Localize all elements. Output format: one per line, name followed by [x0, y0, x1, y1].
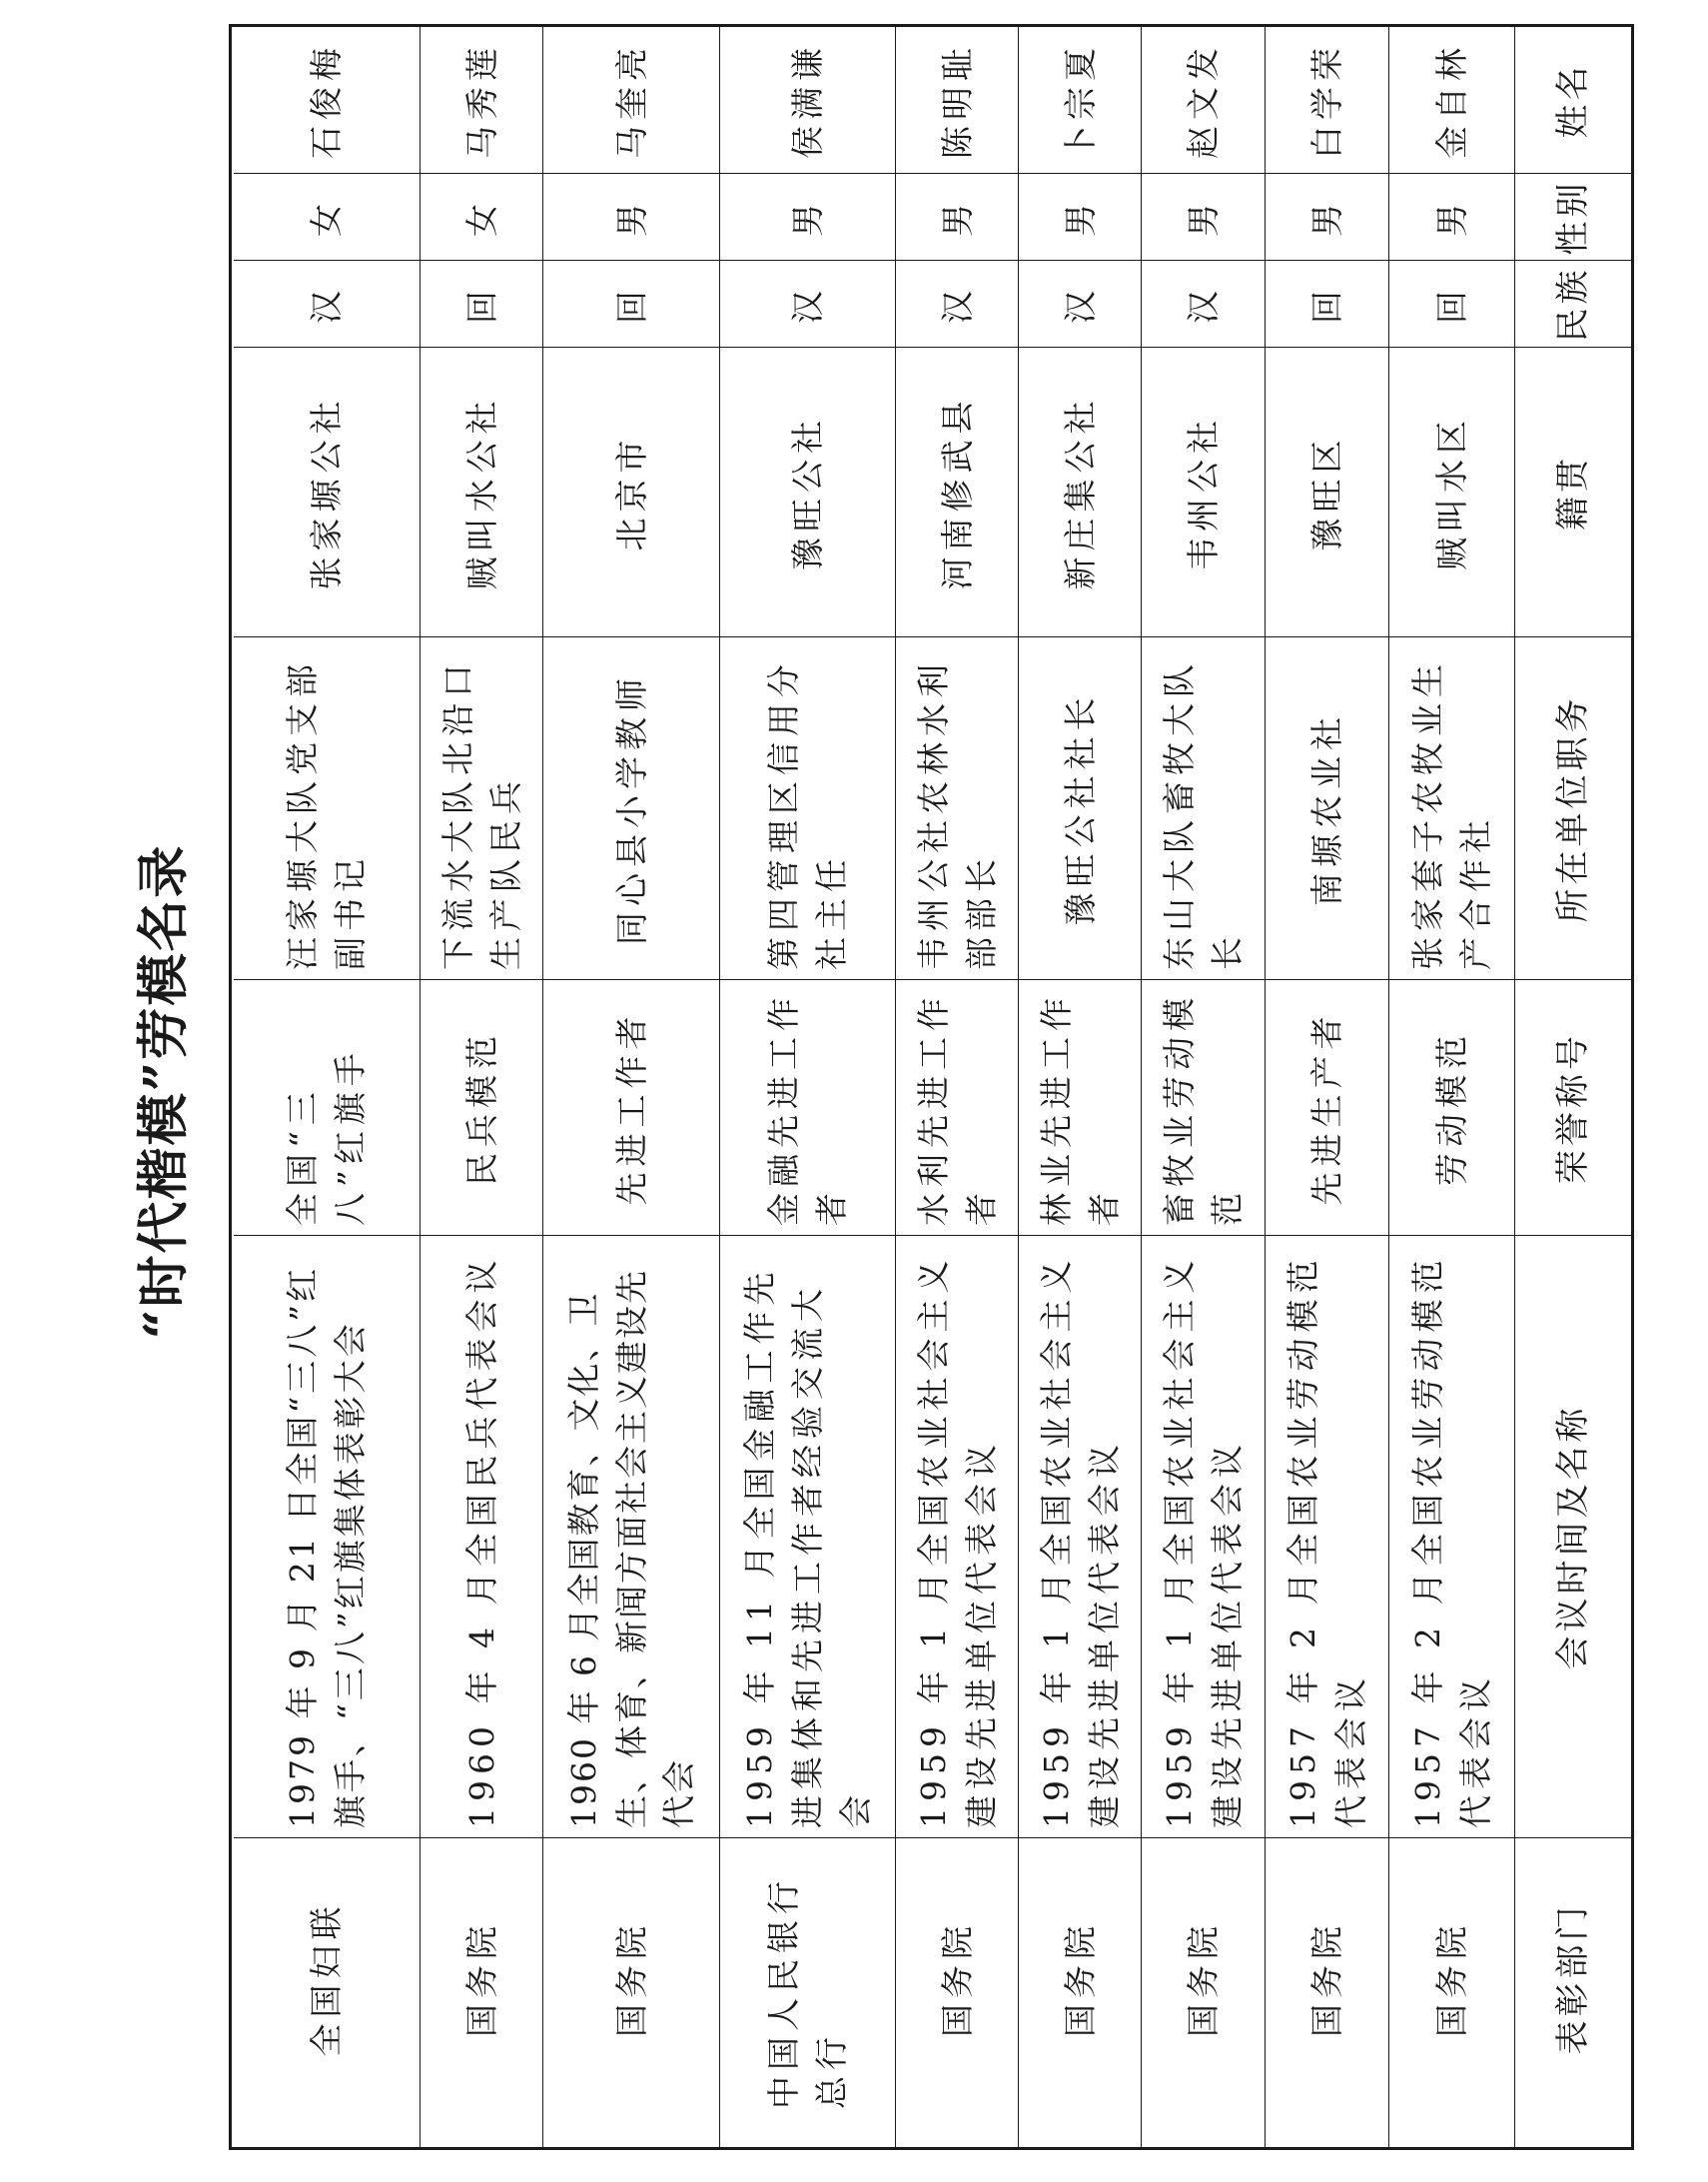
- table-row: [1018, 27, 1141, 2147]
- cell-name: 马秀莲: [421, 27, 542, 174]
- cell-meeting: 1957 年 2 月全国农业劳动模范代表会议: [1266, 1236, 1388, 1838]
- cell-ethnicity: 汉: [1142, 261, 1265, 348]
- cell-ethnicity: 回: [1389, 261, 1514, 348]
- cell-dept: 国务院: [1184, 1920, 1224, 2037]
- cell-name: 陈明耻: [896, 27, 1018, 174]
- cell-dept: 国务院: [611, 1920, 651, 2037]
- cell-name: 侯满谦: [720, 27, 895, 174]
- cell-gender: 男: [1266, 174, 1388, 261]
- cell-dept: 国务院: [937, 1920, 977, 2037]
- cell-dept: 国务院: [1432, 1920, 1472, 2037]
- cell-meeting: 1959 年 11 月全国金融工作先进集体和先进工作者经验交流大会: [720, 1236, 895, 1838]
- header-unit: 所在单位职务: [1515, 637, 1631, 980]
- cell-ethnicity: 回: [1266, 261, 1388, 348]
- cell-meeting: 1979 年 9 月 21 日全国“三八”红旗手、“三八”红旗集体表彰大会: [234, 1236, 420, 1838]
- cell-unit: 第四管理区信用分社主任: [720, 637, 895, 980]
- cell-origin: 北京市: [543, 348, 719, 637]
- cell-gender: 男: [1019, 174, 1141, 261]
- table-row: [1141, 27, 1265, 2147]
- cell-dept: 国务院: [1307, 1920, 1347, 2037]
- cell-honor: 劳动模范: [1389, 980, 1514, 1236]
- cell-gender: 男: [1389, 174, 1514, 261]
- header-honor: 荣誉称号: [1515, 980, 1631, 1236]
- cell-unit: 下流水大队北沿口生产队民兵: [421, 637, 542, 980]
- cell-honor: 全国“三八”红旗手: [234, 980, 420, 1236]
- cell-origin: 贼叫水区: [1389, 348, 1514, 637]
- cell-dept: 国务院: [1060, 1920, 1100, 2037]
- cell-unit: 南塬农业社: [1266, 637, 1388, 980]
- cell-name: 马奎亮: [543, 27, 719, 174]
- header-dept: 表彰部门: [1552, 1902, 1593, 2055]
- cell-honor: 民兵模范: [421, 980, 542, 1236]
- page-title-text: “时代楷模”劳模名录: [133, 843, 195, 1339]
- cell-origin: 河南修武县: [896, 348, 1018, 637]
- cell-origin: 豫旺区: [1266, 348, 1388, 637]
- cell-honor: 林业先进工作者: [1019, 980, 1141, 1236]
- cell-meeting: 1960 年 4 月全国民兵代表会议: [421, 1236, 542, 1838]
- cell-unit: 韦州公社农林水利部部长: [896, 637, 1018, 980]
- cell-dept: 中国人民银行总行: [764, 1875, 851, 2109]
- cell-honor: 金融先进工作者: [720, 980, 895, 1236]
- cell-meeting: 1957 年 2 月全国农业劳动模范代表会议: [1389, 1236, 1514, 1838]
- cell-gender: 男: [720, 174, 895, 261]
- cell-name: 赵文发: [1142, 27, 1265, 174]
- cell-honor: 先进工作者: [543, 980, 719, 1236]
- cell-unit: 东山大队畜牧大队长: [1142, 637, 1265, 980]
- cell-ethnicity: 汉: [1019, 261, 1141, 348]
- cell-ethnicity: 汉: [720, 261, 895, 348]
- cell-honor: 畜牧业劳动模范: [1142, 980, 1265, 1236]
- cell-gender: 女: [421, 174, 542, 261]
- cell-origin: 新庄集公社: [1019, 348, 1141, 637]
- table-row: [1265, 27, 1388, 2147]
- header-origin: 籍贯: [1515, 348, 1631, 637]
- cell-origin: 张家塬公社: [234, 348, 420, 637]
- cell-gender: 男: [1142, 174, 1265, 261]
- cell-dept: 全国妇联: [307, 1900, 347, 2057]
- cell-name: 石俊梅: [234, 27, 420, 174]
- table-header-column: [1514, 27, 1631, 2147]
- cell-name: 卜宗夏: [1019, 27, 1141, 174]
- cell-name: 白学荣: [1266, 27, 1388, 174]
- cell-meeting: 1959 年 1 月全国农业社会主义建设先进单位代表会议: [896, 1236, 1018, 1838]
- cell-origin: 贼叫水公社: [421, 348, 542, 637]
- page-title: [114, 0, 204, 2182]
- table-row: [895, 27, 1018, 2147]
- header-meeting: 会议时间及名称: [1515, 1236, 1631, 1838]
- cell-meeting: 1960 年 6 月全国教育、文化、卫生、体育、新闻方面社会主义建设先代会: [543, 1236, 719, 1838]
- cell-gender: 女: [234, 174, 420, 261]
- header-ethnicity: 民族: [1515, 261, 1631, 348]
- cell-ethnicity: 回: [543, 261, 719, 348]
- cell-unit: 同心县小学教师: [543, 637, 719, 980]
- cell-ethnicity: 汉: [896, 261, 1018, 348]
- cell-unit: 张家套子农牧业生产合作社: [1389, 637, 1514, 980]
- cell-ethnicity: 汉: [234, 261, 420, 348]
- honoree-table: [229, 24, 1634, 2150]
- cell-gender: 男: [896, 174, 1018, 261]
- table-row: [420, 27, 542, 2147]
- table-row: [719, 27, 895, 2147]
- table-row: [234, 27, 420, 2147]
- cell-name: 金自林: [1389, 27, 1514, 174]
- header-gender: 性别: [1515, 174, 1631, 261]
- cell-unit: 汪家塬大队党支部副书记: [234, 637, 420, 980]
- cell-honor: 先进生产者: [1266, 980, 1388, 1236]
- cell-meeting: 1959 年 1 月全国农业社会主义建设先进单位代表会议: [1142, 1236, 1265, 1838]
- cell-origin: 韦州公社: [1142, 348, 1265, 637]
- cell-meeting: 1959 年 1 月全国农业社会主义建设先进单位代表会议: [1019, 1236, 1141, 1838]
- cell-origin: 豫旺公社: [720, 348, 895, 637]
- cell-unit: 豫旺公社社长: [1019, 637, 1141, 980]
- cell-dept: 国务院: [461, 1920, 501, 2037]
- cell-ethnicity: 回: [421, 261, 542, 348]
- table-row: [1388, 27, 1514, 2147]
- cell-honor: 水利先进工作者: [896, 980, 1018, 1236]
- header-name: 姓名: [1515, 27, 1631, 174]
- table-row: [542, 27, 719, 2147]
- cell-gender: 男: [543, 174, 719, 261]
